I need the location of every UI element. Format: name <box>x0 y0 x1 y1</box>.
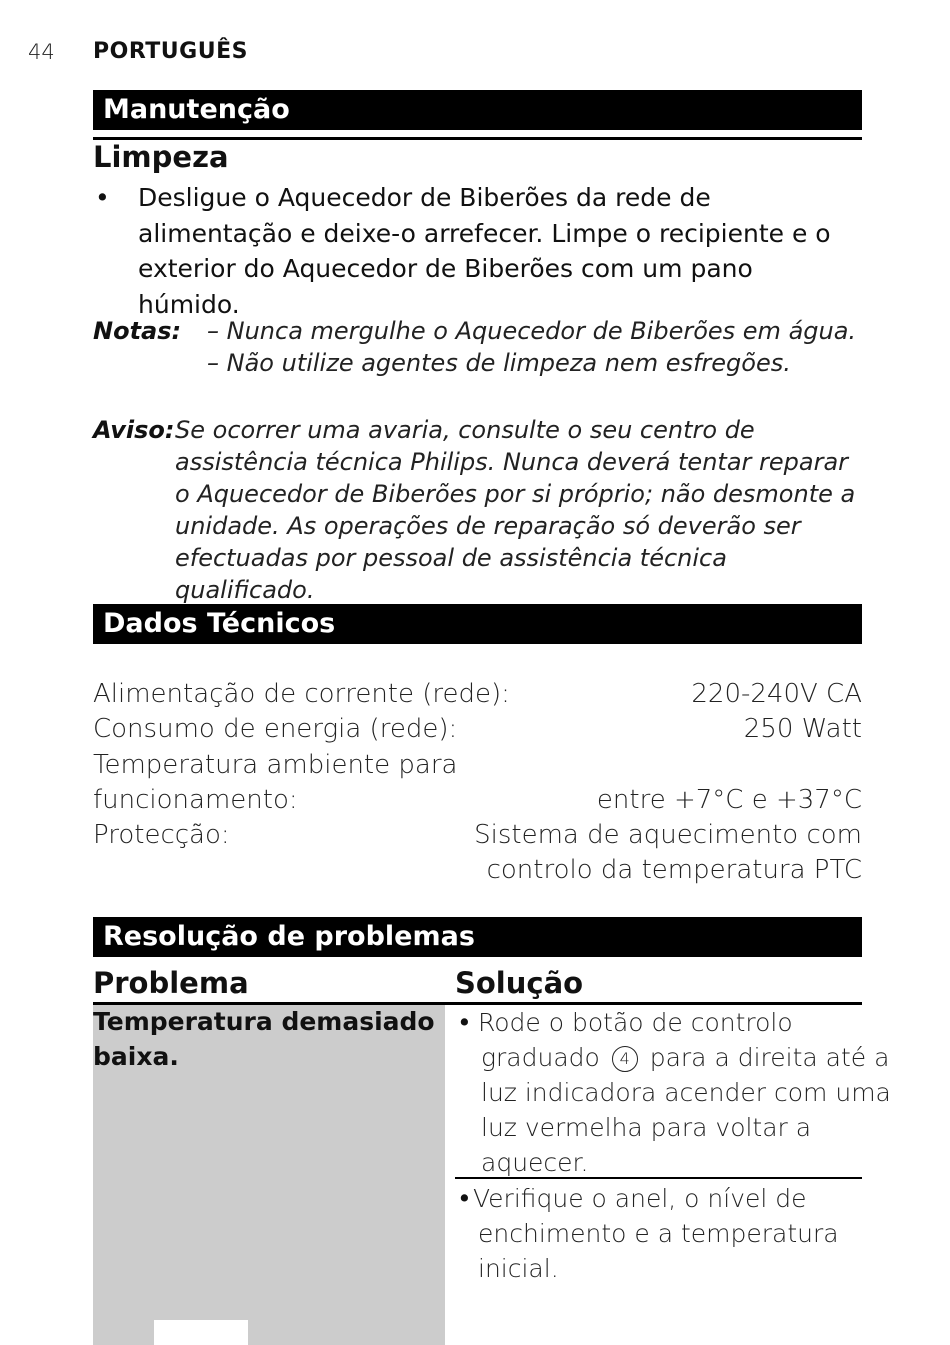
spec-value: 250 Watt <box>743 714 862 744</box>
spec-label: funcionamento: <box>93 785 298 815</box>
cleaning-subtitle: Limpeza <box>93 140 229 174</box>
page-number: 44 <box>28 40 55 64</box>
control-number-ref: 4 <box>612 1046 638 1072</box>
bullet-dot: • <box>457 1184 472 1213</box>
spec-label: Alimentação de corrente (rede): <box>93 679 510 709</box>
solution-divider <box>455 1177 862 1179</box>
note-item: – Nunca mergulhe o Aquecedor de Biberões em água. <box>207 317 857 345</box>
spec-label: Consumo de energia (rede): <box>93 714 458 744</box>
note-item: – Não utilize agentes de limpeza nem esfregões. <box>207 349 791 377</box>
warning-text: Se ocorrer uma avaria, consulte o seu centro de assistência técnica Philips. Nunca deverá tentar reparar o Aquecedor de Biberões por si próprio; não desmonte a unidade. As operações de reparação só deverão ser efectuadas por pessoal de assistência técnica qualificado. <box>175 416 856 604</box>
solution-line <box>481 1040 889 1075</box>
section-maintenance-title: Manutenção <box>93 90 862 130</box>
cleaning-bullet-text: Desligue o Aquecedor de Biberões da rede de alimentação e deixe-o arrefecer. Limpe o recipiente e o exterior do Aquecedor de Biberões com um pano húmido. <box>138 183 831 319</box>
solution-line: inicial. <box>478 1254 559 1283</box>
spec-label: Temperatura ambiente para <box>93 750 458 780</box>
section-tech-title: Dados Técnicos <box>93 604 862 644</box>
solution-text: graduado <box>481 1043 600 1072</box>
problem-line: baixa. <box>93 1042 179 1071</box>
solution-line: Rode o botão de controlo <box>478 1008 793 1037</box>
decorative-patch <box>154 1320 248 1345</box>
spec-value: controlo da temperatura PTC <box>486 855 862 885</box>
warning-label: Aviso: <box>93 416 175 444</box>
solution-line: luz indicadora acender com uma <box>481 1078 891 1107</box>
problem-column-header: Problema <box>93 966 249 1000</box>
notes-label: Notas: <box>93 317 182 345</box>
language-heading: PORTUGUÊS <box>93 39 248 64</box>
solution-column-header: Solução <box>455 966 584 1000</box>
section-troubleshooting-title: Resolução de problemas <box>93 917 862 957</box>
spec-label: Protecção: <box>93 820 230 850</box>
bullet-dot: • <box>457 1008 472 1037</box>
solution-line: Verifique o anel, o nível de <box>473 1184 807 1213</box>
bullet-dot: • <box>95 183 110 212</box>
solution-line: luz vermelha para voltar a <box>481 1113 812 1142</box>
solution-text: para a direita até a <box>649 1043 890 1072</box>
solution-line: enchimento e a temperatura <box>478 1219 839 1248</box>
problem-text <box>93 1004 443 1074</box>
spec-value: Sistema de aquecimento com <box>474 820 862 850</box>
solution-line: aquecer. <box>481 1148 589 1177</box>
spec-value: entre +7°C e +37°C <box>596 785 862 815</box>
spec-value: 220-240V CA <box>691 679 862 709</box>
problem-line: Temperatura demasiado <box>93 1007 435 1036</box>
